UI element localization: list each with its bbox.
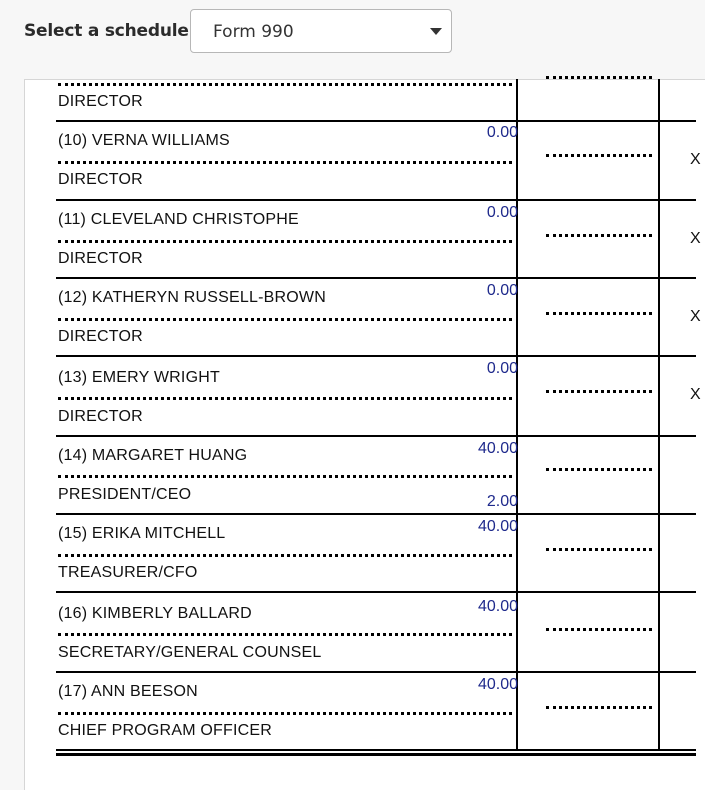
row-name: (16) KIMBERLY BALLARD: [58, 605, 252, 622]
row-divider: [56, 671, 696, 673]
dot-leader: [58, 83, 512, 86]
dot-leader: [546, 312, 652, 315]
hours-value: 0.00: [486, 204, 518, 221]
table-bottom-rule: [56, 749, 696, 751]
row-title: TREASURER/CFO: [58, 564, 198, 581]
hours-value: 40.00: [477, 598, 518, 615]
schedule-toolbar: [0, 0, 691, 68]
row-title: DIRECTOR: [58, 408, 143, 425]
hours-value: 40.00: [477, 518, 518, 535]
row-divider: [56, 591, 696, 593]
row-name: (10) VERNA WILLIAMS: [58, 132, 230, 149]
row-divider: [56, 277, 696, 279]
row-name: (14) MARGARET HUANG: [58, 447, 248, 464]
dot-leader: [546, 234, 652, 237]
dot-leader: [546, 154, 652, 157]
row-title: DIRECTOR: [58, 93, 143, 110]
row-name: (12) KATHERYN RUSSELL-BROWN: [58, 289, 326, 306]
dot-leader: [58, 712, 512, 715]
row-name: (11) CLEVELAND CHRISTOPHE: [58, 211, 299, 228]
dot-leader: [58, 318, 512, 321]
column-divider: [516, 79, 518, 751]
hours-value: 0.00: [486, 282, 518, 299]
row-title: PRESIDENT/CEO: [58, 486, 192, 503]
dot-leader: [58, 633, 512, 636]
x-mark-icon: X: [690, 230, 701, 247]
dot-leader: [58, 554, 512, 557]
hours-value: 40.00: [477, 440, 518, 457]
row-divider: [56, 513, 696, 515]
dot-leader: [58, 161, 512, 164]
officers-table: [56, 79, 701, 779]
dot-leader: [546, 390, 652, 393]
row-title: DIRECTOR: [58, 171, 143, 188]
related-hours-value: 2.00: [486, 493, 518, 510]
dot-leader: [58, 397, 512, 400]
row-title: DIRECTOR: [58, 250, 143, 267]
hours-value: 40.00: [477, 676, 518, 693]
row-divider: [56, 199, 696, 201]
hours-value: 0.00: [486, 124, 518, 141]
dot-leader: [58, 475, 512, 478]
dot-leader: [546, 628, 652, 631]
x-mark-icon: X: [690, 151, 701, 168]
x-mark-icon: X: [690, 386, 701, 403]
dot-leader: [58, 240, 512, 243]
chevron-down-icon[interactable]: [430, 28, 442, 35]
dot-leader: [546, 76, 652, 79]
schedule-select[interactable]: [190, 9, 452, 53]
dot-leader: [546, 548, 652, 551]
row-divider: [56, 355, 696, 357]
schedule-label: Select a schedule: [24, 21, 189, 41]
row-name: (17) ANN BEESON: [58, 683, 198, 700]
column-divider: [658, 79, 660, 751]
row-divider: [56, 120, 696, 122]
row-title: SECRETARY/GENERAL COUNSEL: [58, 644, 322, 661]
dot-leader: [546, 468, 652, 471]
hours-value: 0.00: [486, 360, 518, 377]
dot-leader: [546, 706, 652, 709]
schedule-select-value: Form 990: [213, 22, 294, 42]
row-title: CHIEF PROGRAM OFFICER: [58, 722, 272, 739]
x-mark-icon: X: [690, 308, 701, 325]
row-name: (15) ERIKA MITCHELL: [58, 525, 226, 542]
row-title: DIRECTOR: [58, 328, 143, 345]
row-divider: [56, 435, 696, 437]
row-name: (13) EMERY WRIGHT: [58, 369, 220, 386]
table-bottom-rule: [56, 753, 696, 756]
